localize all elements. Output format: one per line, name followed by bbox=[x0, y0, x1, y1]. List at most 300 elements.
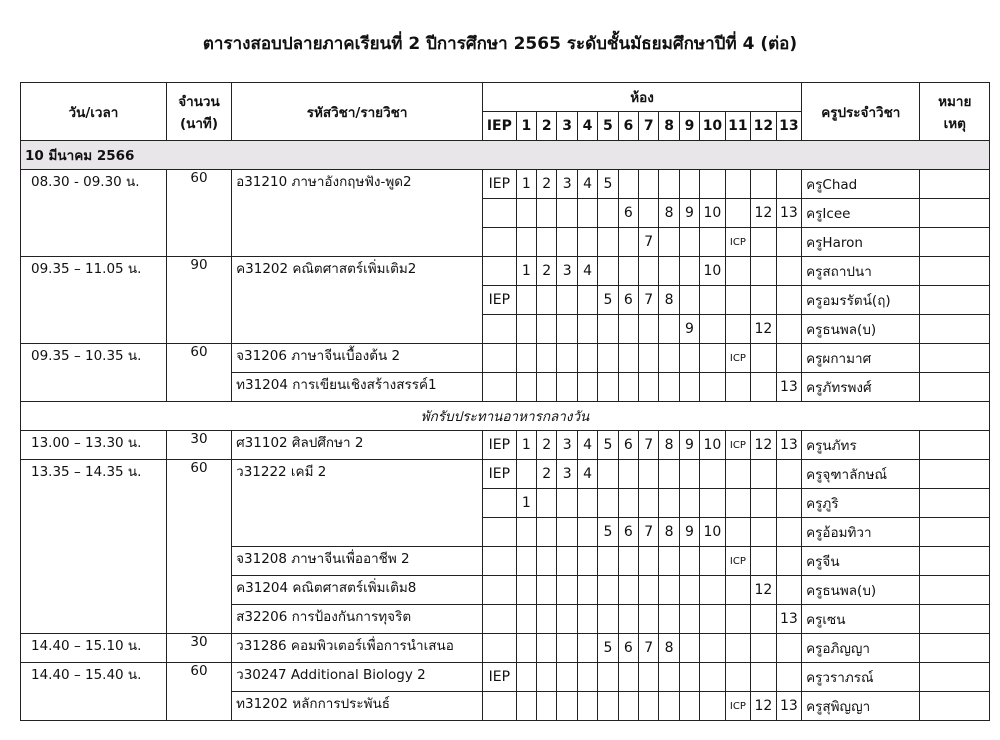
room-cell: 10 bbox=[700, 518, 725, 547]
note-cell bbox=[920, 547, 990, 576]
room-cell bbox=[557, 634, 577, 663]
teacher-cell: ครูChad bbox=[802, 170, 920, 199]
table-row bbox=[21, 344, 990, 373]
room-cell bbox=[618, 344, 638, 373]
room-cell bbox=[483, 373, 517, 402]
room-cell bbox=[659, 547, 679, 576]
room-cell bbox=[639, 373, 659, 402]
room-cell bbox=[557, 315, 577, 344]
room-cell: 3 bbox=[557, 460, 577, 489]
room-cell bbox=[537, 547, 557, 576]
room-cell: 12 bbox=[751, 431, 776, 460]
room-header-9: 9 bbox=[679, 112, 699, 141]
room-cell bbox=[776, 547, 802, 576]
room-cell bbox=[557, 518, 577, 547]
room-cell bbox=[516, 605, 536, 634]
room-cell bbox=[700, 344, 725, 373]
room-cell bbox=[483, 257, 517, 286]
page-title: ตารางสอบปลายภาคเรียนที่ 2 ปีการศึกษา 2565 ระดับชั้นมัธยมศึกษาปีที่ 4 (ต่อ) bbox=[202, 34, 798, 54]
room-cell bbox=[516, 663, 536, 692]
room-cell bbox=[577, 576, 597, 605]
room-cell bbox=[639, 605, 659, 634]
teacher-cell: ครูเซน bbox=[802, 605, 920, 634]
note-cell bbox=[920, 663, 990, 692]
room-cell bbox=[483, 344, 517, 373]
room-cell: 3 bbox=[557, 170, 577, 199]
header-minutes bbox=[166, 83, 231, 141]
room-cell bbox=[639, 663, 659, 692]
room-cell bbox=[700, 692, 725, 721]
minutes-cell: 60 bbox=[166, 460, 231, 634]
teacher-cell: ครูอ้อมทิวา bbox=[802, 518, 920, 547]
room-cell bbox=[483, 518, 517, 547]
date-cell: 10 มีนาคม 2566 bbox=[21, 141, 990, 170]
room-header-4: 4 bbox=[577, 112, 597, 141]
room-cell bbox=[537, 286, 557, 315]
room-cell: 6 bbox=[618, 286, 638, 315]
teacher-cell: ครูผกามาศ bbox=[802, 344, 920, 373]
room-cell bbox=[577, 199, 597, 228]
subject-cell: จ31206 ภาษาจีนเบื้องต้น 2 bbox=[232, 344, 483, 373]
note-cell bbox=[920, 344, 990, 373]
room-cell bbox=[776, 634, 802, 663]
room-cell bbox=[618, 228, 638, 257]
room-cell: 4 bbox=[577, 170, 597, 199]
room-cell bbox=[776, 518, 802, 547]
room-cell bbox=[659, 576, 679, 605]
teacher-cell: ครูวราภรณ์ bbox=[802, 663, 920, 692]
room-cell: 7 bbox=[639, 228, 659, 257]
room-cell bbox=[557, 228, 577, 257]
teacher-cell: ครูHaron bbox=[802, 228, 920, 257]
room-cell: 5 bbox=[598, 518, 618, 547]
room-cell: 5 bbox=[598, 286, 618, 315]
room-cell bbox=[516, 692, 536, 721]
time-cell: 14.40 – 15.40 น. bbox=[21, 663, 167, 721]
room-cell: 7 bbox=[639, 286, 659, 315]
room-cell bbox=[516, 373, 536, 402]
room-cell: ICP bbox=[725, 431, 750, 460]
time-cell: 13.00 – 13.30 น. bbox=[21, 431, 167, 460]
room-cell bbox=[577, 489, 597, 518]
room-cell bbox=[659, 460, 679, 489]
room-cell bbox=[516, 547, 536, 576]
subject-cell: ศ31102 ศิลปศึกษา 2 bbox=[232, 431, 483, 460]
room-cell bbox=[679, 344, 699, 373]
room-cell bbox=[618, 692, 638, 721]
room-cell bbox=[557, 663, 577, 692]
room-cell bbox=[725, 605, 750, 634]
note-cell bbox=[920, 489, 990, 518]
teacher-cell: ครูจุฑาลักษณ์ bbox=[802, 460, 920, 489]
room-cell bbox=[776, 286, 802, 315]
teacher-cell: ครูIcee bbox=[802, 199, 920, 228]
room-cell bbox=[659, 170, 679, 199]
table-row bbox=[21, 663, 990, 692]
teacher-cell: ครูธนพล(บ) bbox=[802, 315, 920, 344]
room-cell bbox=[537, 199, 557, 228]
room-cell bbox=[537, 315, 557, 344]
room-cell bbox=[679, 257, 699, 286]
room-cell: 1 bbox=[516, 431, 536, 460]
room-cell: 4 bbox=[577, 460, 597, 489]
room-cell bbox=[516, 344, 536, 373]
room-cell bbox=[598, 576, 618, 605]
room-cell: 13 bbox=[776, 199, 802, 228]
minutes-cell: 60 bbox=[166, 663, 231, 721]
room-cell bbox=[679, 460, 699, 489]
subject-cell: ว30247 Additional Biology 2 bbox=[232, 663, 483, 692]
room-cell bbox=[776, 576, 802, 605]
room-header-8: 8 bbox=[659, 112, 679, 141]
room-cell bbox=[700, 315, 725, 344]
room-cell: IEP bbox=[483, 431, 517, 460]
room-cell: 5 bbox=[598, 170, 618, 199]
room-cell bbox=[659, 373, 679, 402]
teacher-cell: ครูจีน bbox=[802, 547, 920, 576]
room-cell bbox=[577, 663, 597, 692]
room-cell: 8 bbox=[659, 431, 679, 460]
room-cell bbox=[537, 489, 557, 518]
note-cell bbox=[920, 286, 990, 315]
room-header-10: 10 bbox=[700, 112, 725, 141]
exam-schedule-table bbox=[20, 82, 990, 721]
room-cell: 3 bbox=[557, 431, 577, 460]
room-cell bbox=[516, 286, 536, 315]
header-note-line2: เหตุ bbox=[943, 115, 966, 132]
room-cell: ICP bbox=[725, 344, 750, 373]
schedule-body bbox=[21, 141, 990, 721]
room-cell bbox=[618, 170, 638, 199]
header-rooms: ห้อง bbox=[483, 83, 802, 112]
table-row bbox=[21, 634, 990, 663]
room-cell bbox=[751, 170, 776, 199]
room-cell bbox=[725, 170, 750, 199]
room-cell bbox=[659, 228, 679, 257]
room-cell bbox=[537, 373, 557, 402]
room-cell bbox=[483, 199, 517, 228]
subject-cell: ท31204 การเขียนเชิงสร้างสรรค์1 bbox=[232, 373, 483, 402]
header-minutes-line1: จำนวน bbox=[178, 93, 220, 110]
room-cell bbox=[598, 257, 618, 286]
room-cell bbox=[700, 634, 725, 663]
room-cell bbox=[679, 547, 699, 576]
date-row bbox=[21, 141, 990, 170]
room-cell bbox=[679, 576, 699, 605]
room-cell: IEP bbox=[483, 663, 517, 692]
room-cell bbox=[679, 663, 699, 692]
room-cell bbox=[751, 518, 776, 547]
room-cell: 9 bbox=[679, 199, 699, 228]
room-cell bbox=[679, 489, 699, 518]
room-cell bbox=[516, 518, 536, 547]
room-cell bbox=[557, 373, 577, 402]
note-cell bbox=[920, 431, 990, 460]
room-cell bbox=[679, 228, 699, 257]
room-cell: IEP bbox=[483, 286, 517, 315]
room-cell bbox=[751, 228, 776, 257]
room-cell bbox=[537, 634, 557, 663]
subject-cell: ว31222 เคมี 2 bbox=[232, 460, 483, 547]
room-cell bbox=[557, 576, 577, 605]
room-cell bbox=[751, 460, 776, 489]
room-cell: 4 bbox=[577, 257, 597, 286]
room-cell: 4 bbox=[577, 431, 597, 460]
room-cell bbox=[700, 489, 725, 518]
note-cell bbox=[920, 257, 990, 286]
time-cell: 13.35 – 14.35 น. bbox=[21, 460, 167, 634]
room-header-6: 6 bbox=[618, 112, 638, 141]
room-cell bbox=[483, 605, 517, 634]
room-cell bbox=[639, 489, 659, 518]
room-cell bbox=[483, 228, 517, 257]
room-cell bbox=[598, 199, 618, 228]
room-cell: 10 bbox=[700, 431, 725, 460]
room-cell bbox=[659, 315, 679, 344]
room-cell bbox=[577, 373, 597, 402]
room-cell: 8 bbox=[659, 199, 679, 228]
room-header-5: 5 bbox=[598, 112, 618, 141]
room-cell bbox=[725, 460, 750, 489]
subject-cell: อ31210 ภาษาอังกฤษฟัง-พูด2 bbox=[232, 170, 483, 257]
room-cell bbox=[639, 257, 659, 286]
room-header-7: 7 bbox=[639, 112, 659, 141]
room-cell bbox=[598, 547, 618, 576]
table-row bbox=[21, 170, 990, 199]
room-cell bbox=[725, 286, 750, 315]
room-cell bbox=[577, 315, 597, 344]
room-cell bbox=[598, 663, 618, 692]
subject-cell: ค31204 คณิตศาสตร์เพิ่มเติม8 bbox=[232, 576, 483, 605]
room-cell bbox=[679, 286, 699, 315]
note-cell bbox=[920, 605, 990, 634]
room-cell bbox=[776, 170, 802, 199]
room-cell bbox=[751, 257, 776, 286]
room-cell bbox=[483, 547, 517, 576]
room-cell bbox=[776, 460, 802, 489]
teacher-cell: ครูสุพิญญา bbox=[802, 692, 920, 721]
room-cell bbox=[618, 489, 638, 518]
room-cell bbox=[577, 286, 597, 315]
table-row bbox=[21, 460, 990, 489]
note-cell bbox=[920, 228, 990, 257]
room-cell bbox=[557, 489, 577, 518]
room-cell: 12 bbox=[751, 576, 776, 605]
table-row bbox=[21, 257, 990, 286]
teacher-cell: ครูธนพล(บ) bbox=[802, 576, 920, 605]
room-cell bbox=[557, 286, 577, 315]
room-cell bbox=[618, 576, 638, 605]
room-cell bbox=[700, 663, 725, 692]
room-cell bbox=[725, 663, 750, 692]
room-header-3: 3 bbox=[557, 112, 577, 141]
room-cell: 8 bbox=[659, 286, 679, 315]
room-cell bbox=[557, 605, 577, 634]
note-cell bbox=[920, 315, 990, 344]
room-cell: 9 bbox=[679, 518, 699, 547]
room-cell bbox=[776, 489, 802, 518]
room-cell bbox=[725, 634, 750, 663]
room-cell: 8 bbox=[659, 518, 679, 547]
room-header-12: 12 bbox=[751, 112, 776, 141]
room-cell bbox=[537, 605, 557, 634]
room-cell bbox=[659, 605, 679, 634]
room-cell: 12 bbox=[751, 315, 776, 344]
room-cell bbox=[557, 692, 577, 721]
header-note-line1: หมาย bbox=[938, 93, 972, 110]
header-note bbox=[920, 83, 990, 141]
room-cell: ICP bbox=[725, 228, 750, 257]
room-cell: 1 bbox=[516, 170, 536, 199]
room-cell: 7 bbox=[639, 634, 659, 663]
table-header bbox=[21, 83, 990, 141]
time-cell: 14.40 – 15.10 น. bbox=[21, 634, 167, 663]
room-cell bbox=[516, 228, 536, 257]
room-cell bbox=[725, 257, 750, 286]
room-cell: 13 bbox=[776, 692, 802, 721]
note-cell bbox=[920, 634, 990, 663]
teacher-cell: ครูสถาปนา bbox=[802, 257, 920, 286]
room-cell: 13 bbox=[776, 605, 802, 634]
header-teacher: ครูประจำวิชา bbox=[802, 83, 920, 141]
room-cell bbox=[577, 518, 597, 547]
room-cell bbox=[537, 228, 557, 257]
room-cell bbox=[725, 576, 750, 605]
room-cell bbox=[659, 663, 679, 692]
room-cell bbox=[659, 344, 679, 373]
room-cell bbox=[700, 373, 725, 402]
room-cell bbox=[751, 344, 776, 373]
room-cell: 5 bbox=[598, 634, 618, 663]
room-cell bbox=[483, 489, 517, 518]
room-cell bbox=[516, 460, 536, 489]
minutes-cell: 30 bbox=[166, 431, 231, 460]
room-cell bbox=[700, 460, 725, 489]
room-cell bbox=[700, 547, 725, 576]
room-cell: 7 bbox=[639, 431, 659, 460]
room-cell bbox=[776, 257, 802, 286]
room-cell bbox=[700, 605, 725, 634]
room-header-11: 11 bbox=[725, 112, 750, 141]
room-cell bbox=[751, 286, 776, 315]
room-cell bbox=[537, 518, 557, 547]
room-cell bbox=[725, 373, 750, 402]
room-cell bbox=[537, 663, 557, 692]
room-cell bbox=[483, 315, 517, 344]
room-cell bbox=[577, 547, 597, 576]
room-cell: 5 bbox=[598, 431, 618, 460]
lunch-break-row bbox=[21, 402, 990, 431]
time-cell: 09.35 – 11.05 น. bbox=[21, 257, 167, 344]
room-cell bbox=[598, 373, 618, 402]
note-cell bbox=[920, 692, 990, 721]
room-cell bbox=[776, 344, 802, 373]
subject-cell: ส32206 การป้องกันการทุจริต bbox=[232, 605, 483, 634]
room-cell: 2 bbox=[537, 460, 557, 489]
room-cell bbox=[639, 170, 659, 199]
minutes-cell: 90 bbox=[166, 257, 231, 344]
teacher-cell: ครูภูริ bbox=[802, 489, 920, 518]
time-cell: 09.35 – 10.35 น. bbox=[21, 344, 167, 402]
room-cell bbox=[700, 228, 725, 257]
room-cell bbox=[557, 344, 577, 373]
minutes-cell: 60 bbox=[166, 170, 231, 257]
room-cell bbox=[516, 315, 536, 344]
room-cell: 6 bbox=[618, 431, 638, 460]
room-cell bbox=[659, 257, 679, 286]
minutes-cell: 60 bbox=[166, 344, 231, 402]
room-cell bbox=[639, 692, 659, 721]
room-cell bbox=[679, 170, 699, 199]
room-cell bbox=[751, 489, 776, 518]
room-cell bbox=[700, 170, 725, 199]
room-cell: 7 bbox=[639, 518, 659, 547]
room-cell: 13 bbox=[776, 373, 802, 402]
room-cell: 12 bbox=[751, 199, 776, 228]
note-cell bbox=[920, 518, 990, 547]
room-cell bbox=[537, 692, 557, 721]
room-cell bbox=[679, 373, 699, 402]
note-cell bbox=[920, 199, 990, 228]
room-cell: IEP bbox=[483, 460, 517, 489]
room-cell bbox=[598, 489, 618, 518]
room-cell bbox=[516, 199, 536, 228]
room-cell bbox=[700, 576, 725, 605]
room-cell bbox=[598, 315, 618, 344]
room-cell bbox=[618, 663, 638, 692]
room-cell: 9 bbox=[679, 431, 699, 460]
room-cell bbox=[725, 315, 750, 344]
room-cell bbox=[751, 547, 776, 576]
room-cell: ICP bbox=[725, 692, 750, 721]
subject-cell: ค31202 คณิตศาสตร์เพิ่มเติม2 bbox=[232, 257, 483, 344]
room-cell: 6 bbox=[618, 634, 638, 663]
room-cell bbox=[577, 344, 597, 373]
teacher-cell: ครูอมรรัตน์(ฤ) bbox=[802, 286, 920, 315]
header-minutes-line2: (นาที) bbox=[179, 115, 218, 132]
room-cell bbox=[483, 692, 517, 721]
room-cell bbox=[618, 547, 638, 576]
teacher-cell: ครูภัทรพงศ์ bbox=[802, 373, 920, 402]
room-cell bbox=[618, 373, 638, 402]
room-cell: 1 bbox=[516, 489, 536, 518]
room-cell bbox=[725, 489, 750, 518]
room-cell: 10 bbox=[700, 199, 725, 228]
room-cell bbox=[557, 547, 577, 576]
room-cell bbox=[618, 460, 638, 489]
time-cell: 08.30 - 09.30 น. bbox=[21, 170, 167, 257]
room-cell bbox=[618, 605, 638, 634]
room-cell: 6 bbox=[618, 199, 638, 228]
subject-cell: ท31202 หลักการประพันธ์ bbox=[232, 692, 483, 721]
room-cell: 2 bbox=[537, 170, 557, 199]
room-cell bbox=[776, 315, 802, 344]
table-row bbox=[21, 431, 990, 460]
room-cell: 3 bbox=[557, 257, 577, 286]
room-cell bbox=[557, 199, 577, 228]
room-cell: 8 bbox=[659, 634, 679, 663]
room-cell bbox=[751, 663, 776, 692]
minutes-cell: 30 bbox=[166, 634, 231, 663]
room-cell bbox=[659, 692, 679, 721]
room-cell bbox=[577, 228, 597, 257]
subject-cell: ว31286 คอมพิวเตอร์เพื่อการนำเสนอ bbox=[232, 634, 483, 663]
room-header-2: 2 bbox=[537, 112, 557, 141]
room-cell bbox=[598, 692, 618, 721]
room-cell bbox=[639, 344, 659, 373]
header-subject: รหัสวิชา/รายวิชา bbox=[232, 83, 483, 141]
room-cell bbox=[700, 286, 725, 315]
